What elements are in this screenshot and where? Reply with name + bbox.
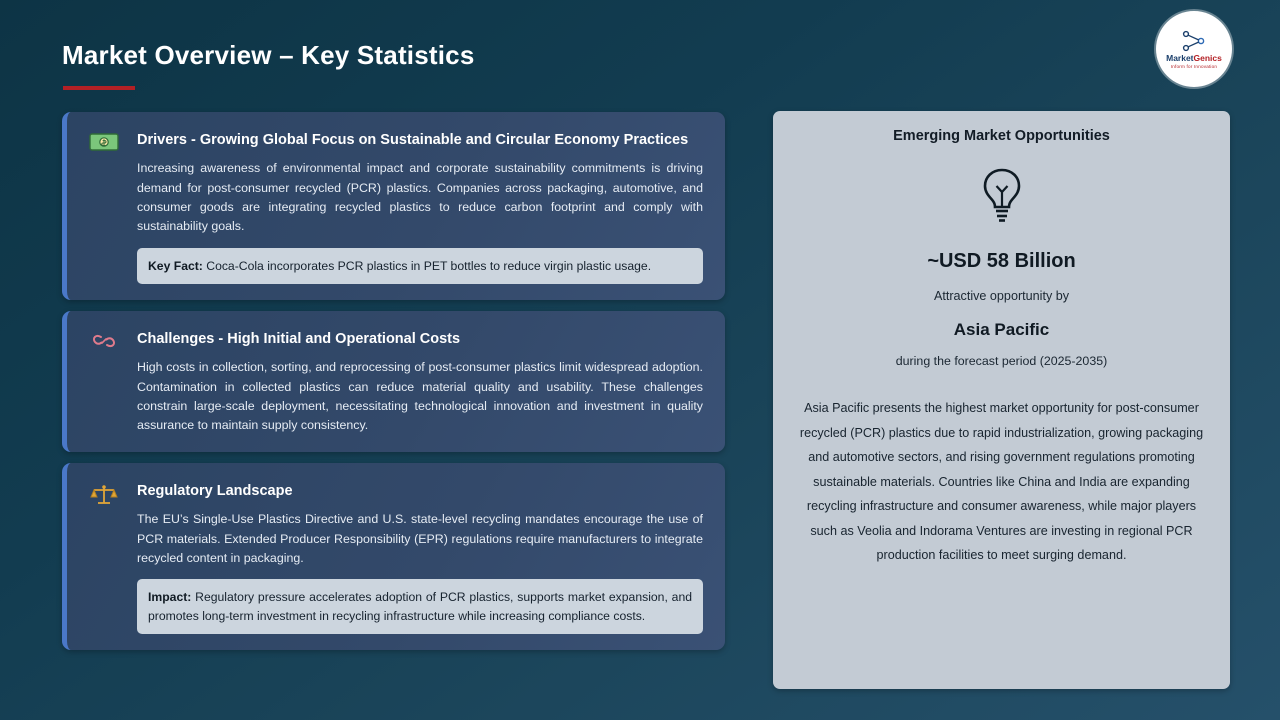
panel-market-value: ~USD 58 Billion <box>927 250 1076 272</box>
card-callout <box>137 248 703 284</box>
card-callout-label: Impact: <box>148 590 192 605</box>
card-heading: Drivers - Growing Global Focus on Sustainable and Circular Economy Practices <box>137 132 689 148</box>
emerging-opportunities-panel <box>773 111 1230 689</box>
insight-cards-column <box>62 112 725 661</box>
page-title: Market Overview – Key Statistics <box>62 40 475 70</box>
card-text: The EU’s Single-Use Plastics Directive and U.S. state-level recycling mandates encourage the use of PCR materials. Extended Producer Responsibility (EPR) regulations require manufacturers to integrate recycled content in packaging. <box>137 512 703 565</box>
panel-forecast-period: during the forecast period (2025-2035) <box>895 354 1108 368</box>
card-callout-label: Key Fact: <box>148 258 203 273</box>
card-text: Increasing awareness of environmental impact and corporate sustainability commitments is driving demand for post-consumer recycled (PCR) plastics. Companies across packaging, automotive, and consumer goods are integrating recycled plastics to reduce carbon footprint and comply with sustainability goals. <box>137 161 703 234</box>
card-text: High costs in collection, sorting, and reprocessing of post-consumer plastics limit widespread adoption. Contamination in collected plastics can reduce material quality and usability. These challenges constrain large-scale deployment, necessitating technological innovation and investment in quality assurance to maintain supply consistency. <box>137 360 703 433</box>
logo-text <box>1166 54 1222 63</box>
panel-subtitle: Attractive opportunity by <box>933 289 1070 303</box>
card-regulatory <box>62 463 725 650</box>
title-underline-divider <box>63 86 135 90</box>
logo <box>1156 11 1232 87</box>
broken-chain-icon <box>85 327 123 436</box>
card-body <box>137 479 703 634</box>
lightbulb-icon <box>791 166 1212 224</box>
logo-tagline: Inform for Innovation <box>1170 63 1218 69</box>
card-heading: Challenges - High Initial and Operational Costs <box>137 331 461 348</box>
scales-justice-icon <box>85 479 123 634</box>
panel-description: Asia Pacific presents the highest market opportunity for post-consumer recycled (PCR) plastics due to rapid industrialization, growing packaging and automotive sectors, and rising government regulations promoting sustainable materials. Countries like China and India are expanding recycling infrastructure and consumer awareness, while major players such as Veolia and Indorama Ventures are investing in regional PCR production facilities to meet surging demand. <box>799 401 1204 563</box>
card-body <box>137 128 703 284</box>
network-node-icon <box>1181 30 1207 52</box>
card-challenges <box>62 311 725 452</box>
card-callout-text: Regulatory pressure accelerates adoption of PCR plastics, supports market expansion, and promotes long-term investment in recycling infrastructure while increasing compliance costs. <box>148 590 692 623</box>
card-callout-text: Coca-Cola incorporates PCR plastics in PET bottles to reduce virgin plastic usage. <box>202 258 652 273</box>
card-heading: Regulatory Landscape <box>137 482 293 499</box>
card-callout <box>137 579 703 634</box>
card-drivers <box>62 112 725 300</box>
logo-text-market: Market <box>1166 52 1194 63</box>
panel-title: Emerging Market Opportunities <box>893 128 1110 144</box>
money-banknote-icon <box>85 128 123 284</box>
card-body <box>137 327 703 436</box>
panel-region: Asia Pacific <box>953 320 1050 339</box>
logo-text-genics: Genics <box>1193 52 1222 63</box>
